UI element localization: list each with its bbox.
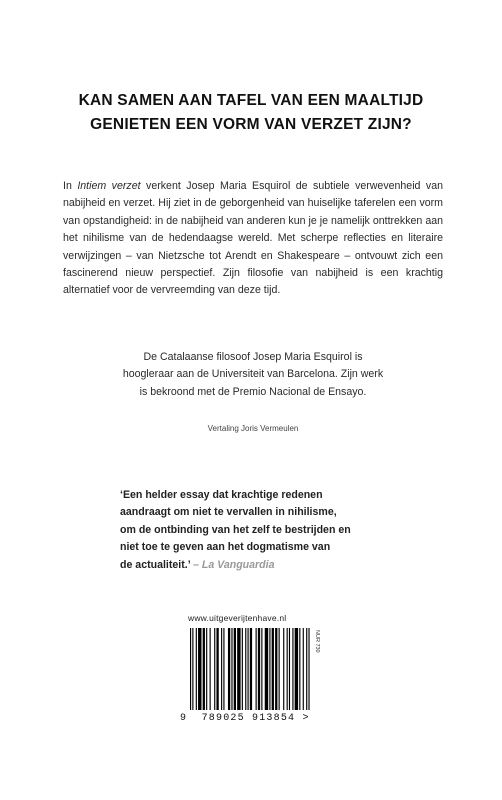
barcode-bar [234, 628, 236, 710]
description-text: verkent Josep Maria Esquirol de subtiele verwevenheid van nabijheid en verzet. Hij ziet in de geborgenheid van huiselijke taferelen een vorm van opstandigheid: in de nabijheid van anderen kun je je namelijk onttrekken aan het nihilisme van de hedendaagse wereld. Met scherpe reflecties en literaire verwijzingen – van Nietzsche tot Arendt en Shakespeare – ontvouwt zich een fascinerend nieuw perspectief. Zijn filosofie van nabijheid is een krachtig alternatief voor de vervreemding van deze tijd. [63, 180, 444, 297]
author-bio-line-3: is bekroond met de Premio Nacional de Ensayo. [139, 385, 367, 398]
barcode-bar [308, 628, 309, 710]
quote-line-1: ‘Een helder essay dat krachtige redenen [120, 489, 323, 501]
barcode-bar [283, 628, 284, 710]
barcode-bar [295, 628, 298, 710]
barcode-bar [258, 628, 260, 710]
barcode-bar [299, 628, 300, 710]
quote-line-4: niet toe te geven aan het dogmatisme van [120, 541, 331, 554]
quote-line-3: om de ontbinding van het zelf te bestrijden en [120, 523, 351, 536]
headline-line-2: GENIETEN EEN VORM VAN VERZET ZIJN? [90, 116, 412, 133]
isbn-barcode [188, 628, 318, 710]
barcode-bar [265, 628, 268, 710]
barcode-bar [245, 628, 246, 710]
barcode-bar [192, 628, 193, 710]
barcode-bar [237, 628, 240, 710]
barcode-bar [289, 628, 290, 710]
quote-line-5 [120, 557, 420, 574]
barcode-bar [196, 628, 197, 710]
barcode-bar [228, 628, 230, 710]
barcode-bar [190, 628, 191, 710]
book-title-italic: Intiem verzet [77, 180, 141, 192]
barcode-bar [214, 628, 215, 710]
headline-line-1: KAN SAMEN AAN TAFEL VAN EEN MAALTIJD [78, 92, 424, 109]
publisher-website[interactable]: www.uitgeverijtenhave.nl [188, 613, 287, 623]
description-prefix: In [63, 180, 78, 192]
barcode-bar [303, 628, 304, 710]
barcode-bar [231, 628, 232, 710]
isbn-end-marker: > [302, 713, 310, 724]
barcode-bar [242, 628, 243, 710]
isbn-group-1: 789025 [201, 713, 245, 724]
barcode-bar [275, 628, 277, 710]
barcode-bar [210, 628, 211, 710]
barcode-bar [206, 628, 207, 710]
barcode-bar [272, 628, 274, 710]
author-bio-line-2: hoogleraar aan de Universiteit van Barcelona. Zijn werk [122, 368, 384, 381]
review-quote [120, 487, 420, 574]
quote-attribution: – La Vanguardia [193, 558, 275, 571]
nur-code: NUR 730 [314, 630, 320, 653]
book-description [63, 178, 443, 300]
barcode-bar [223, 628, 224, 710]
barcode-bar [261, 628, 262, 710]
quote-line-2: aandraagt om niet te vervallen in nihilisme, [120, 506, 337, 519]
isbn-group-2: 913854 [252, 713, 296, 724]
barcode-bar [248, 628, 249, 710]
barcode-bar [292, 628, 293, 710]
barcode-bar [221, 628, 222, 710]
barcode-bar [216, 628, 218, 710]
barcode-bar [203, 628, 205, 710]
barcode-bar [269, 628, 270, 710]
author-bio [63, 349, 443, 401]
barcode-bar [250, 628, 252, 710]
barcode-bar [279, 628, 280, 710]
isbn-first-digit: 9 [180, 713, 188, 724]
author-bio-line-1: De Catalaanse filosoof Josep Maria Esquirol is [143, 351, 363, 363]
barcode-bar [287, 628, 288, 710]
barcode-bar [198, 628, 201, 710]
isbn-number [180, 713, 330, 724]
back-cover-headline [40, 89, 462, 137]
translation-credit: Vertaling Joris Vermeulen [207, 424, 299, 433]
barcode-bar [256, 628, 257, 710]
quote-line-5-text: de actualiteit.’ [120, 558, 194, 571]
barcode-bar [306, 628, 307, 710]
